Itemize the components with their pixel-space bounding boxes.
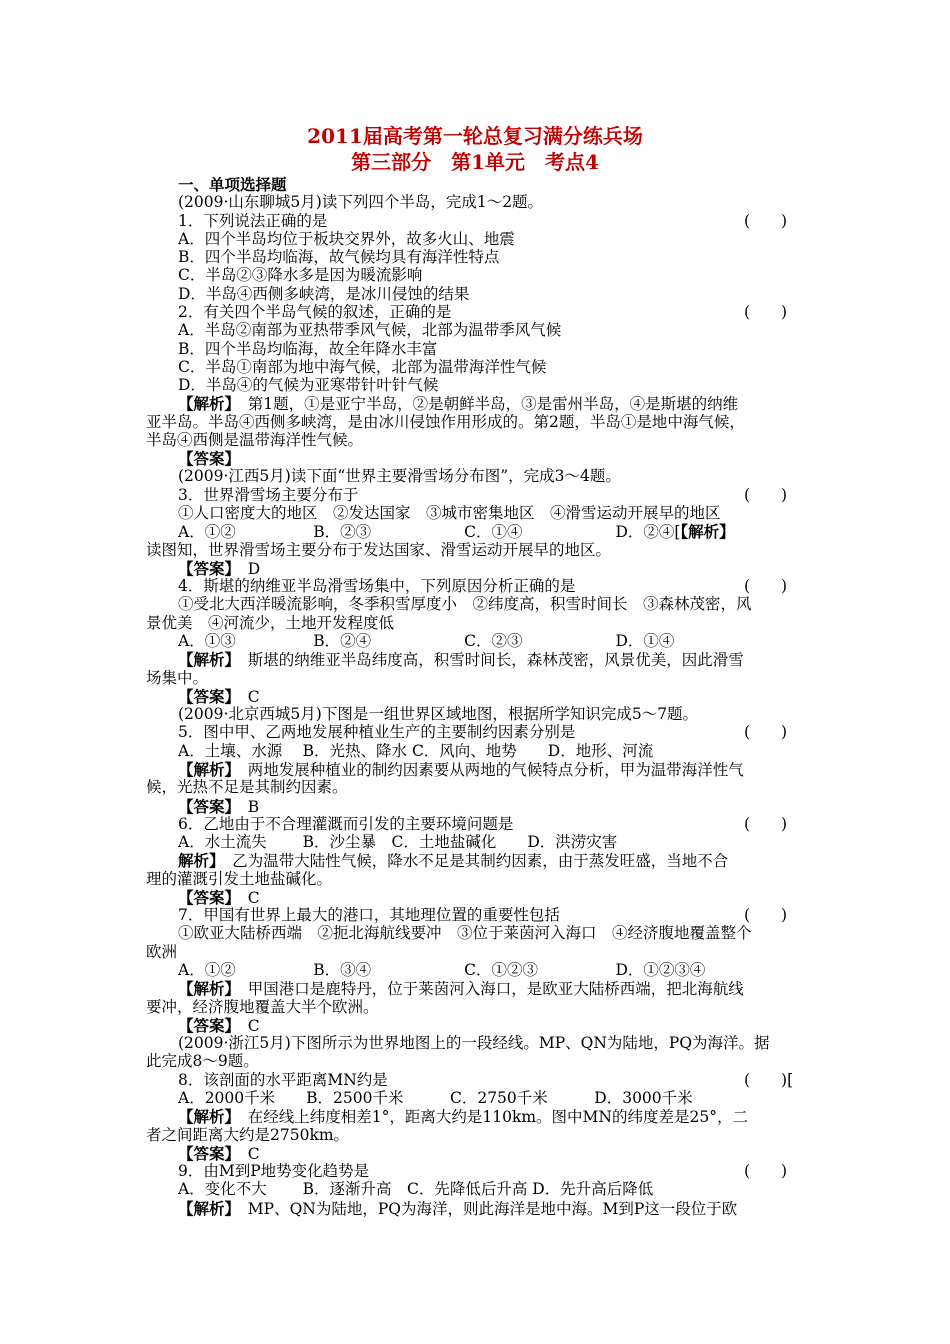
label-text: 【答案】 [178,559,233,578]
text-line [178,687,810,706]
text-line [178,1016,810,1035]
text-line [178,504,810,523]
line-text: 场集中。 [146,669,209,687]
line-text: C [232,1145,260,1163]
text-line [178,1162,810,1181]
line-text: A．2000千米 B．2500千米 C．2750千米 D．3000千米 [178,1089,693,1107]
label-text: 【解析】 [178,979,233,998]
text-line [178,321,810,340]
text-line [178,394,810,413]
label-text: 【解析】 [178,650,233,669]
text-line [178,358,810,377]
label-text: 【解析】 [680,522,735,541]
line-text: 2．有关四个半岛气候的叙述，正确的是 [178,303,452,321]
text-line [178,595,810,614]
line-text: 6．乙地由于不合理灌溉而引发的主要环境问题是 [178,815,514,833]
line-text: 两地发展种植业的制约因素要从两地的气候特点分析，甲为温带海洋性气 [232,761,744,779]
line-text: A．①③ B．②④ C．②③ D．①④ [178,632,675,650]
text-line [178,340,810,359]
text-line [178,723,810,742]
line-text: A．土壤、水源 B．光热、降水 C．风向、地势 D．地形、河流 [178,742,654,760]
line-text: 景优美 ④河流少，土地开发程度低 [146,614,395,632]
text-line [146,943,810,962]
text-line [178,266,810,285]
line-text: (2009·山东聊城5月)读下列四个半岛，完成1～2题。 [178,193,544,211]
text-line [146,541,810,560]
line-text: C．半岛①南部为地中海气候，北部为温带海洋性气候 [178,358,547,376]
text-line [178,1107,810,1126]
document-title: 2011届高考第一轮总复习满分练兵场 [307,124,643,148]
label-text: 【答案】 [178,687,233,706]
line-text: 半岛④西侧是温带海洋性气候。 [146,431,364,449]
text-line [146,778,810,797]
text-line [178,230,810,249]
text-line [178,906,810,925]
label-text: 【答案】 [178,1016,233,1035]
line-text: 理的灌溉引发土地盐碱化。 [146,870,333,888]
label-text: 解析】 [178,851,217,870]
text-line [178,486,810,505]
line-text: A．半岛②南部为亚热带季风气候，北部为温带季风气候 [178,321,562,339]
text-line [146,614,810,633]
line-text: B [232,798,260,816]
line-text: 第1题，①是亚宁半岛，②是朝鲜半岛，③是雷州半岛，④是斯堪的纳维 [232,395,739,413]
answer-paren: ( ) [744,723,788,741]
answer-paren: ( ) [744,577,788,595]
text-line [178,650,810,669]
label-text: 【解析】 [178,1107,233,1126]
text-line [178,851,810,870]
line-text: D [232,560,261,578]
label-text: 一、单项选择题 [178,175,287,194]
label-text: 【答案】 [178,888,233,907]
text-line [146,413,810,432]
text-line [178,303,810,322]
text-line [178,1034,810,1053]
text-line [178,577,810,596]
text-line [178,1199,810,1218]
line-text: 此完成8～9题。 [146,1052,259,1070]
text-line [146,1126,810,1145]
text-line [178,376,810,395]
text-line [178,449,810,468]
line-text: 3．世界滑雪场主要分布于 [178,486,359,504]
line-text: 在经线上纬度相差1°，距离大约是110km。图中MN的纬度差是25°，二 [232,1108,748,1126]
label-text: 【解析】 [178,1199,233,1218]
text-line [178,285,810,304]
line-text: B．四个半岛均临海，故气候均具有海洋性特点 [178,248,500,266]
label-text: 【解析】 [178,760,233,779]
line-text: C．半岛②③降水多是因为暖流影响 [178,266,423,284]
text-line [178,1180,810,1199]
line-text: ①受北大西洋暖流影响，冬季积雪厚度小 ②纬度高，积雪时间长 ③森林茂密，风 [178,595,752,613]
line-text: B．四个半岛均临海，故全年降水丰富 [178,340,438,358]
line-text: (2009·江西5月)读下面“世界主要滑雪场分布图”，完成3～4题。 [178,467,621,485]
label-text: 【答案】 [178,1144,233,1163]
line-text: MP、QN为陆地，PQ为海洋，则此海洋是地中海。M到P这一段位于欧 [232,1200,738,1218]
line-text: 要冲，经济腹地覆盖大半个欧洲。 [146,998,379,1016]
label-text: 【解析】 [178,394,233,413]
text-line [178,924,810,943]
line-text: D．半岛④西侧多峡湾，是冰川侵蚀的结果 [178,285,470,303]
text-line [178,193,810,212]
text-line [178,979,810,998]
line-text: 候，光热不足是其制约因素。 [146,778,348,796]
text-line [178,833,810,852]
line-text: 者之间距离大约是2750km。 [146,1126,350,1144]
text-line [146,1052,810,1071]
line-text: ①人口密度大的地区 ②发达国家 ③城市密集地区 ④滑雪运动开展早的地区 [178,504,721,522]
answer-paren: ( ) [744,815,788,833]
line-text: (2009·浙江5月)下图所示为世界地图上的一段经线。MP、QN为陆地，PQ为海洋。据 [178,1034,770,1052]
line-text: ①欧亚大陆桥西端 ②扼北海航线要冲 ③位于莱茵河入海口 ④经济腹地覆盖整个 [178,924,752,942]
text-line [178,212,810,231]
text-line [146,669,810,688]
answer-paren: ( ) [744,486,788,504]
text-line [178,1089,810,1108]
answer-paren: ( )[ [744,1071,794,1089]
line-text: A．①② B．②③ C．①④ D．②④[ [178,523,681,541]
line-text: 欧洲 [146,943,178,961]
line-text: (2009·北京西城5月)下图是一组世界区域地图，根据所学知识完成5～7题。 [178,705,699,723]
text-line [146,998,810,1017]
line-text: 亚半岛。半岛④西侧多峡湾，是由冰川侵蚀作用形成的。第2题，半岛①是地中海气候， [146,413,745,431]
line-text: A．水土流失 B．沙尘暴 C．土地盐碱化 D．洪涝灾害 [178,833,618,851]
text-line [178,705,810,724]
line-text: A．变化不大 B．逐渐升高 C．先降低后升高 D．先升高后降低 [178,1180,654,1198]
text-line [146,431,810,450]
text-line [178,797,810,816]
label-text: 【答案】 [178,797,233,816]
text-line [178,1144,810,1163]
line-text: A．四个半岛均位于板块交界外，故多火山、地震 [178,230,515,248]
text-line [178,522,810,541]
line-text: C [232,1017,260,1035]
line-text: 4．斯堪的纳维亚半岛滑雪场集中，下列原因分析正确的是 [178,577,576,595]
text-line [178,1071,810,1090]
line-text: 甲国港口是鹿特丹，位于莱茵河入海口，是欧亚大陆桥西端，把北海航线 [232,980,744,998]
text-line [178,888,810,907]
line-text: D．半岛④的气候为亚寒带针叶针气候 [178,376,439,394]
document-subtitle: 第三部分 第1单元 考点4 [351,150,599,174]
text-line [178,467,810,486]
line-text: 8．该剖面的水平距离MN约是 [178,1071,388,1089]
text-line [178,742,810,761]
text-line [178,760,810,779]
line-text: 5．图中甲、乙两地发展种植业生产的主要制约因素分别是 [178,723,576,741]
text-line [178,815,810,834]
line-text: 斯堪的纳维亚半岛纬度高，积雪时间长，森林茂密，风景优美，因此滑雪 [232,651,744,669]
text-line [178,175,810,194]
line-text: 读图知，世界滑雪场主要分布于发达国家、滑雪运动开展早的地区。 [146,541,612,559]
line-text: A．①② B．③④ C．①②③ D．①②③④ [178,961,706,979]
text-line [178,559,810,578]
line-text: 1．下列说法正确的是 [178,212,328,230]
text-line [178,632,810,651]
text-line [178,248,810,267]
line-text: 9．由M到P地势变化趋势是 [178,1162,370,1180]
label-text: 【答案】 [178,449,241,468]
text-line [146,870,810,889]
line-text: 乙为温带大陆性气候，降水不足是其制约因素，由于蒸发旺盛，当地不合 [216,852,729,870]
answer-paren: ( ) [744,212,788,230]
line-text: 7．甲国有世界上最大的港口，其地理位置的重要性包括 [178,906,560,924]
answer-paren: ( ) [744,303,788,321]
answer-paren: ( ) [744,906,788,924]
text-line [178,961,810,980]
line-text: C [232,688,260,706]
answer-paren: ( ) [744,1162,788,1180]
line-text: C [232,889,260,907]
